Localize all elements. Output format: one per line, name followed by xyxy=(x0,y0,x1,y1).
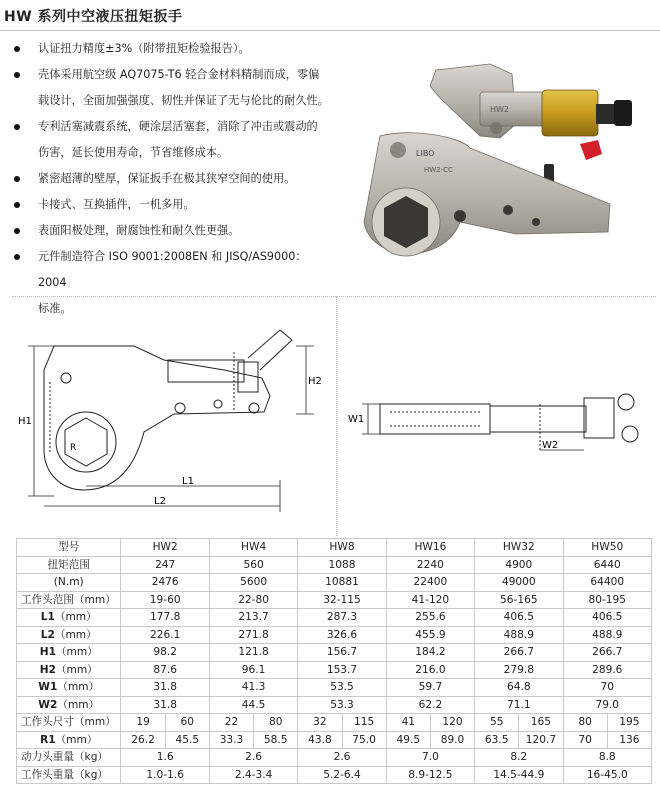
red-cap xyxy=(580,140,602,160)
row-header: 工作头尺寸（mm） xyxy=(17,714,121,732)
table-row-l1 xyxy=(17,609,652,627)
row-header: R1（mm） xyxy=(17,731,121,749)
table-cell: 70 xyxy=(563,731,607,749)
dim-l2-label: L2 xyxy=(154,496,166,507)
table-row-models xyxy=(17,539,652,557)
table-cell: 6440 xyxy=(563,556,651,574)
table-cell: 53.5 xyxy=(298,679,386,697)
table-cell: 279.8 xyxy=(475,661,563,679)
feature-item xyxy=(12,36,334,62)
table-cell: 177.8 xyxy=(121,609,209,627)
table-cell: 8.9-12.5 xyxy=(386,766,474,784)
table-cell: 45.5 xyxy=(165,731,209,749)
table-cell: 22400 xyxy=(386,574,474,592)
feature-text: 元件制造符合 ISO 9001:2008EN 和 JISQ/AS9000：2004 xyxy=(38,250,307,289)
table-cell: 26.2 xyxy=(121,731,165,749)
table-cell: 8.8 xyxy=(563,749,651,767)
table-cell: 62.2 xyxy=(386,696,474,714)
table-cell: 2.6 xyxy=(298,749,386,767)
table-cell: 1088 xyxy=(298,556,386,574)
table-cell: 7.0 xyxy=(386,749,474,767)
table-cell: 31.8 xyxy=(121,696,209,714)
table-cell: 75.0 xyxy=(342,731,386,749)
model-cell: HW16 xyxy=(386,539,474,557)
table-cell: 89.0 xyxy=(430,731,474,749)
bullet-icon xyxy=(14,202,20,208)
table-cell: 488.9 xyxy=(475,626,563,644)
feature-item xyxy=(12,62,334,88)
product-photo xyxy=(340,36,656,296)
row-header: L1（mm） xyxy=(17,609,121,627)
table-cell: 41-120 xyxy=(386,591,474,609)
row-header: 动力头重量（kg） xyxy=(17,749,121,767)
table-row-w1 xyxy=(17,679,652,697)
table-cell: 64.8 xyxy=(475,679,563,697)
bullet-icon xyxy=(14,124,20,130)
feature-text: 标准。 xyxy=(38,302,72,315)
table-cell: 247 xyxy=(121,556,209,574)
table-cell: 49.5 xyxy=(386,731,430,749)
table-cell: 406.5 xyxy=(563,609,651,627)
feature-item-continued xyxy=(12,140,334,166)
feature-item xyxy=(12,218,334,244)
drawing-divider xyxy=(336,296,338,536)
table-cell: 2240 xyxy=(386,556,474,574)
table-cell: 195 xyxy=(607,714,651,732)
table-cell: 2.6 xyxy=(209,749,297,767)
table-cell: 5.2-6.4 xyxy=(298,766,386,784)
top-view-drawing xyxy=(340,300,656,532)
table-row-w2 xyxy=(17,696,652,714)
bullet-icon xyxy=(14,228,20,234)
table-cell: 153.7 xyxy=(298,661,386,679)
row-header: 工作头范围（mm） xyxy=(17,591,121,609)
table-cell: 16-45.0 xyxy=(563,766,651,784)
table-cell: 14.5-44.9 xyxy=(475,766,563,784)
feature-item xyxy=(12,114,334,140)
table-cell: 70 xyxy=(563,679,651,697)
table-cell: 49000 xyxy=(475,574,563,592)
row-header: W2（mm） xyxy=(17,696,121,714)
table-cell: 96.1 xyxy=(209,661,297,679)
dim-l1-label: L1 xyxy=(182,476,194,487)
table-cell: 287.3 xyxy=(298,609,386,627)
feature-text: 表面阳极处理，耐腐蚀性和耐久性更强。 xyxy=(38,224,240,237)
feature-item xyxy=(12,244,334,296)
photo-engraving: HW2 xyxy=(490,105,510,114)
row-header: L2（mm） xyxy=(17,626,121,644)
bullet-icon xyxy=(14,72,20,78)
table-cell: 31.8 xyxy=(121,679,209,697)
hose-coupler xyxy=(614,100,632,126)
table-cell: 213.7 xyxy=(209,609,297,627)
table-cell: 4900 xyxy=(475,556,563,574)
table-cell: 19 xyxy=(121,714,165,732)
table-cell: 266.7 xyxy=(563,644,651,662)
feature-text: 载设计，全面加强强度、韧性并保证了无与伦比的耐久性。 xyxy=(38,94,329,107)
table-cell: 266.7 xyxy=(475,644,563,662)
table-cell: 64400 xyxy=(563,574,651,592)
table-cell: 5600 xyxy=(209,574,297,592)
row-header: H1（mm） xyxy=(17,644,121,662)
table-cell: 19-60 xyxy=(121,591,209,609)
feature-text: 认证扭力精度±3%（附带扭矩检验报告）。 xyxy=(38,42,250,55)
table-cell: 60 xyxy=(165,714,209,732)
feature-text: 壳体采用航空级 AQ7075-T6 轻合金材料精制而成，零偏 xyxy=(38,68,320,81)
feature-text: 专利活塞减震系统，硬涂层活塞套，消除了冲击或震动的 xyxy=(38,120,318,133)
table-row-power-weight xyxy=(17,749,652,767)
table-cell: 271.8 xyxy=(209,626,297,644)
table-cell: 255.6 xyxy=(386,609,474,627)
model-cell: HW32 xyxy=(475,539,563,557)
model-cell: HW4 xyxy=(209,539,297,557)
photo-brand: LIBO xyxy=(416,149,435,158)
swivel-block xyxy=(542,90,598,136)
photo-marking: HW2-CC xyxy=(424,166,453,174)
bullet-icon xyxy=(14,46,20,52)
table-cell: 2476 xyxy=(121,574,209,592)
table-row-head-range xyxy=(17,591,652,609)
table-cell: 2.4-3.4 xyxy=(209,766,297,784)
table-cell: 55 xyxy=(475,714,519,732)
wrench-front-view xyxy=(364,133,610,256)
table-cell: 41 xyxy=(386,714,430,732)
bullet-icon xyxy=(14,176,20,182)
table-cell: 8.2 xyxy=(475,749,563,767)
table-cell: 165 xyxy=(519,714,563,732)
feature-item xyxy=(12,166,334,192)
table-cell: 226.1 xyxy=(121,626,209,644)
dim-w1-label: W1 xyxy=(348,414,365,425)
table-cell: 63.5 xyxy=(475,731,519,749)
table-row-h1 xyxy=(17,644,652,662)
row-header: 扭矩范围 xyxy=(17,556,121,574)
row-header: (N.m) xyxy=(17,574,121,592)
table-cell: 136 xyxy=(607,731,651,749)
table-cell: 488.9 xyxy=(563,626,651,644)
table-cell: 289.6 xyxy=(563,661,651,679)
table-row-head-size xyxy=(17,714,652,732)
table-cell: 22-80 xyxy=(209,591,297,609)
table-row-torque-min xyxy=(17,556,652,574)
table-cell: 32 xyxy=(298,714,342,732)
table-cell: 59.7 xyxy=(386,679,474,697)
table-cell: 406.5 xyxy=(475,609,563,627)
model-cell: HW8 xyxy=(298,539,386,557)
feature-item-continued xyxy=(12,88,334,114)
row-header: H2（mm） xyxy=(17,661,121,679)
table-row-head-weight xyxy=(17,766,652,784)
table-cell: 121.8 xyxy=(209,644,297,662)
row-header: 工作头重量（kg） xyxy=(17,766,121,784)
table-cell: 53.3 xyxy=(298,696,386,714)
table-row-r1 xyxy=(17,731,652,749)
table-cell: 56-165 xyxy=(475,591,563,609)
table-cell: 156.7 xyxy=(298,644,386,662)
table-cell: 560 xyxy=(209,556,297,574)
table-cell: 10881 xyxy=(298,574,386,592)
table-cell: 184.2 xyxy=(386,644,474,662)
table-cell: 80 xyxy=(254,714,298,732)
row-header: W1（mm） xyxy=(17,679,121,697)
table-cell: 120 xyxy=(430,714,474,732)
table-cell: 115 xyxy=(342,714,386,732)
table-cell: 455.9 xyxy=(386,626,474,644)
model-cell: HW50 xyxy=(563,539,651,557)
dim-r-label: R xyxy=(70,443,77,453)
section-divider xyxy=(12,296,656,297)
table-cell: 1.0-1.6 xyxy=(121,766,209,784)
feature-item xyxy=(12,192,334,218)
table-cell: 80-195 xyxy=(563,591,651,609)
dim-h2-label: H2 xyxy=(308,376,322,387)
bullet-icon xyxy=(14,254,20,260)
table-cell: 43.8 xyxy=(298,731,342,749)
table-cell: 22 xyxy=(209,714,253,732)
feature-text: 卡接式、互换插件，一机多用。 xyxy=(38,198,195,211)
row-header: 型号 xyxy=(17,539,121,557)
page-title: HW 系列中空液压扭矩扳手 xyxy=(4,9,183,25)
table-cell: 41.3 xyxy=(209,679,297,697)
table-cell: 216.0 xyxy=(386,661,474,679)
table-cell: 80 xyxy=(563,714,607,732)
dim-w2-label: W2 xyxy=(542,440,559,451)
table-cell: 1.6 xyxy=(121,749,209,767)
table-cell: 326.6 xyxy=(298,626,386,644)
feature-text: 伤害，延长使用寿命，节省维修成本。 xyxy=(38,146,229,159)
dim-h1-label: H1 xyxy=(18,416,32,427)
spec-table xyxy=(16,538,652,784)
feature-list xyxy=(12,36,334,322)
table-cell: 79.0 xyxy=(563,696,651,714)
table-cell: 71.1 xyxy=(475,696,563,714)
title-divider xyxy=(0,30,660,31)
table-row-h2 xyxy=(17,661,652,679)
table-cell: 98.2 xyxy=(121,644,209,662)
table-cell: 32-115 xyxy=(298,591,386,609)
table-row-torque-max xyxy=(17,574,652,592)
feature-text: 紧密超薄的壁厚，保证扳手在极其狭窄空间的使用。 xyxy=(38,172,296,185)
table-cell: 87.6 xyxy=(121,661,209,679)
side-view-drawing xyxy=(14,300,334,532)
table-cell: 44.5 xyxy=(209,696,297,714)
table-row-l2 xyxy=(17,626,652,644)
model-cell: HW2 xyxy=(121,539,209,557)
table-cell: 58.5 xyxy=(254,731,298,749)
table-cell: 33.3 xyxy=(209,731,253,749)
table-cell: 120.7 xyxy=(519,731,563,749)
